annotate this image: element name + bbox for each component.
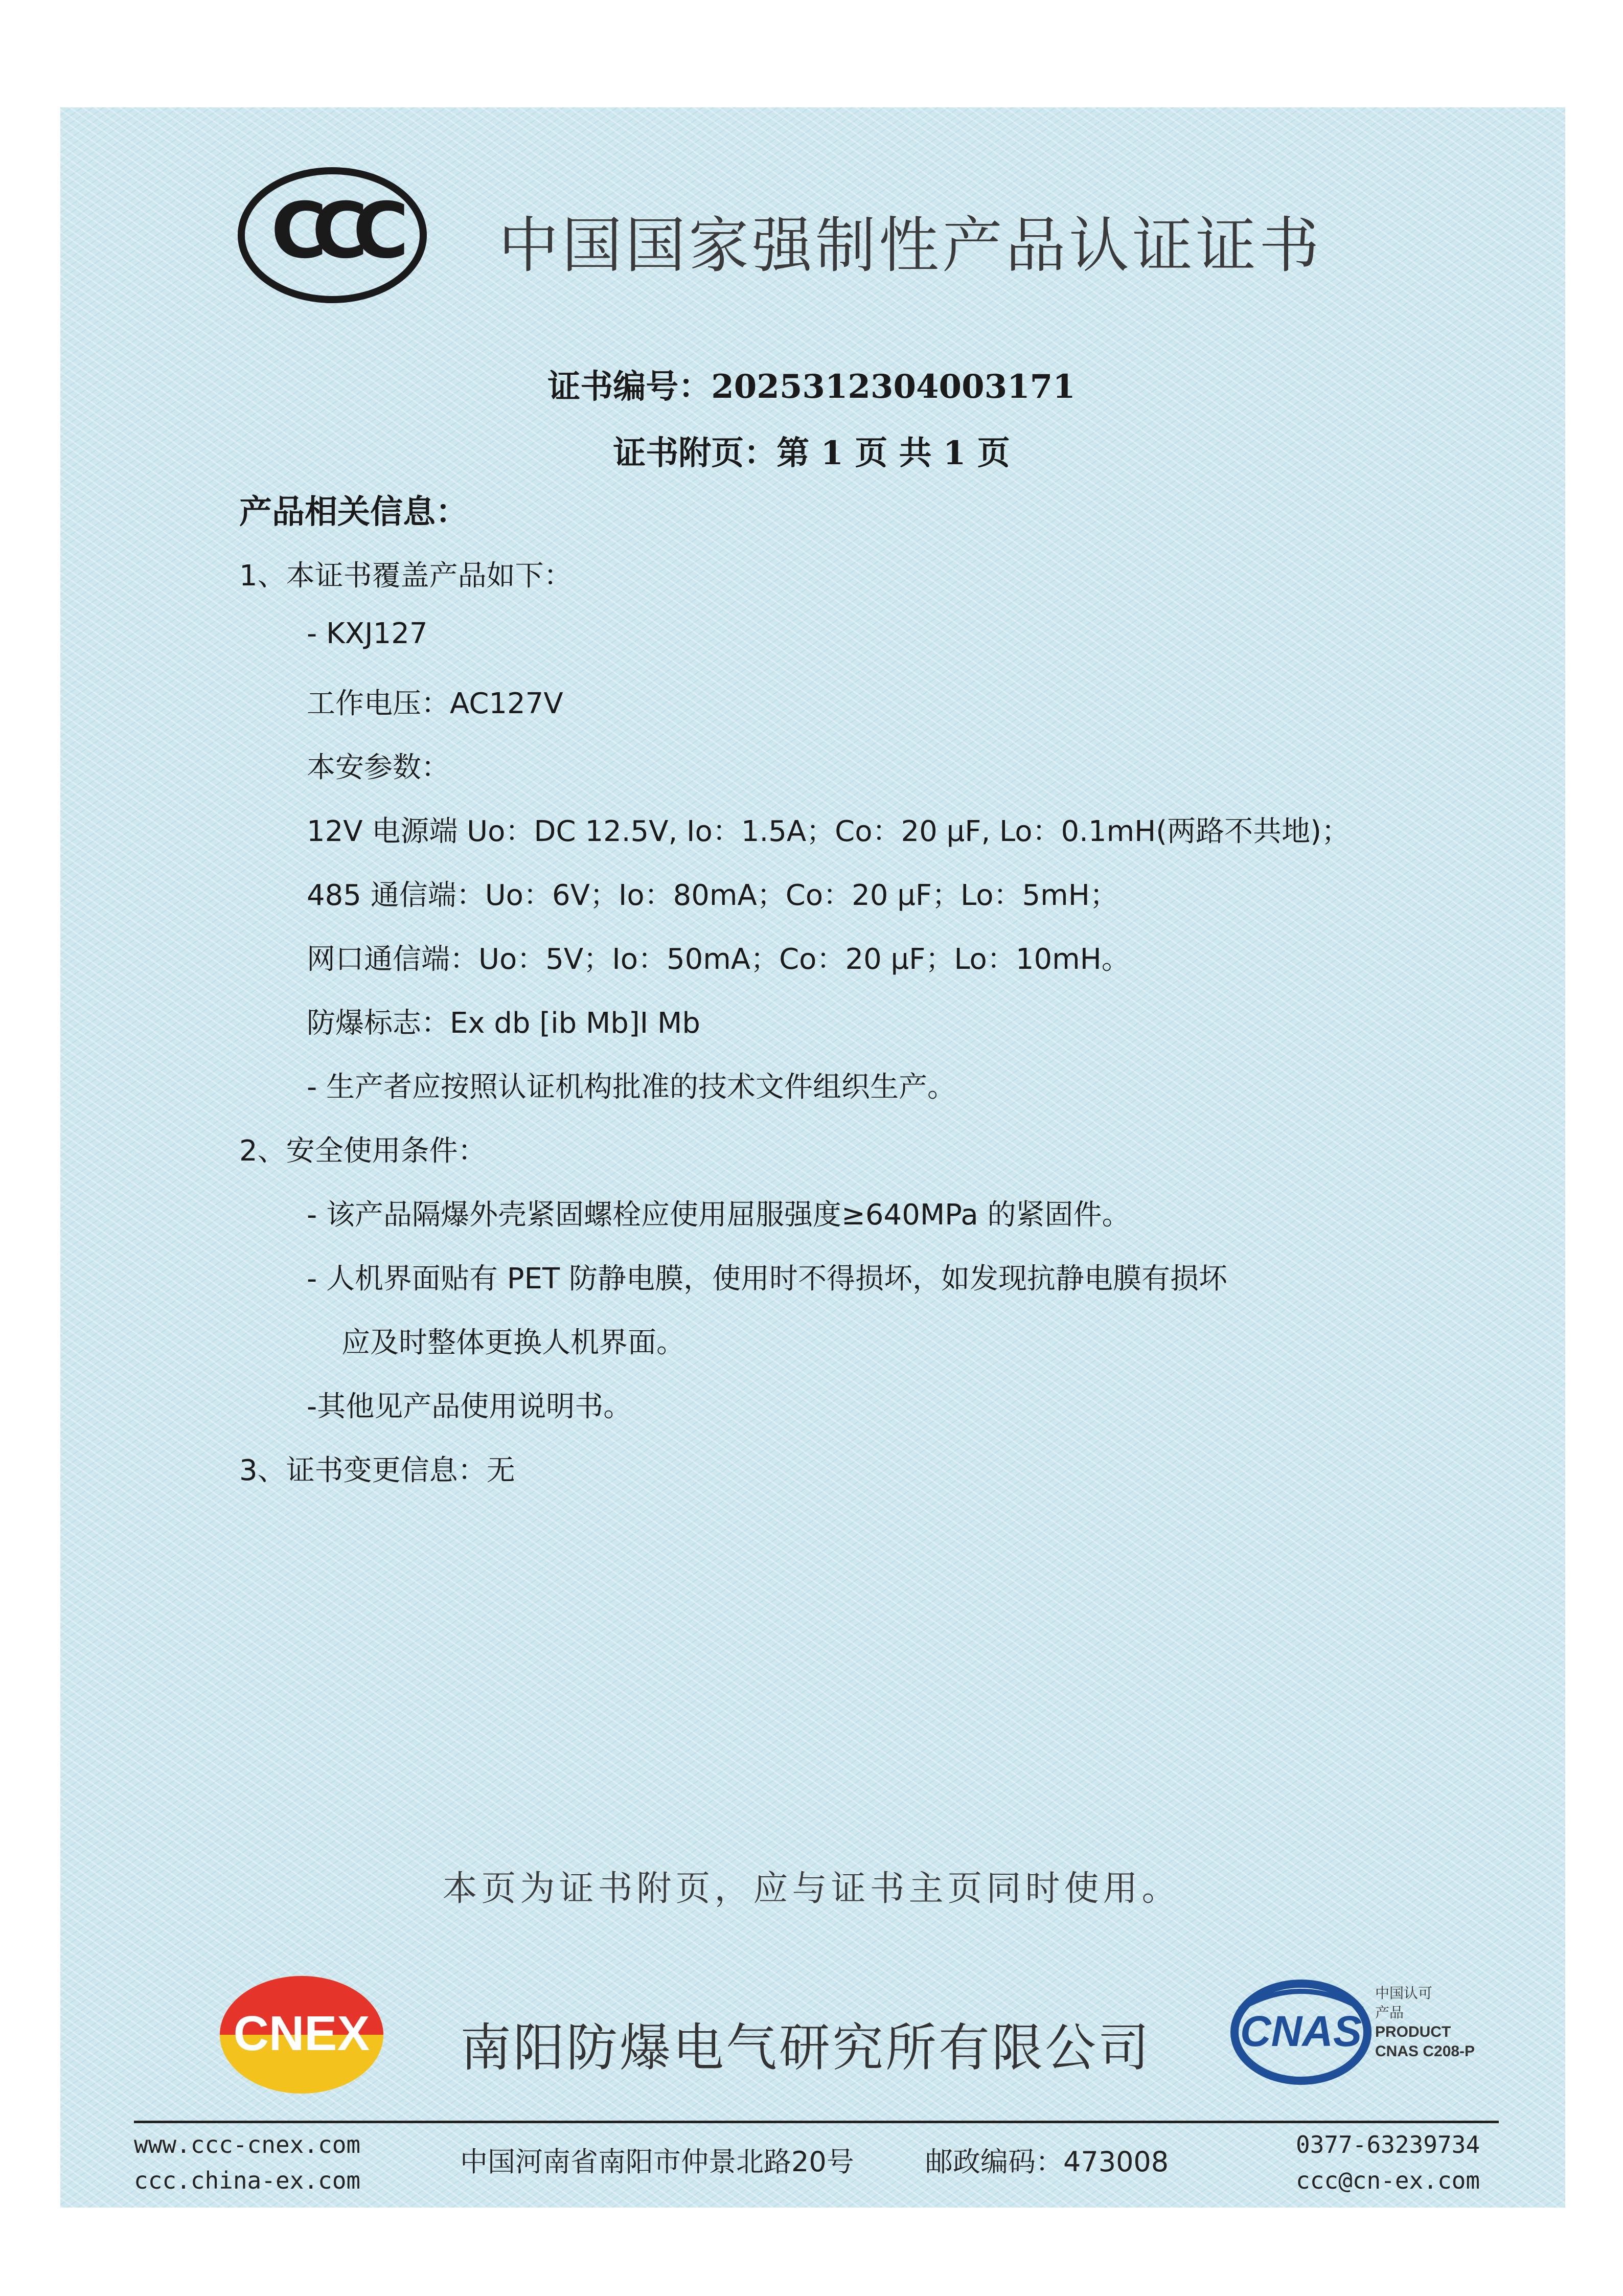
website-2: ccc.china-ex.com	[134, 2167, 361, 2194]
certificate-title: 中国国家强制性产品认证证书	[498, 210, 1323, 281]
info-line: 3、证书变更信息：无	[239, 1454, 515, 1487]
info-line: 12V 电源端 Uo：DC 12.5V, Io：1.5A；Co：20 μF, Lo：0.1mH(两路不共地)；	[307, 815, 1350, 848]
cnex-logo-text: CNEX	[233, 2006, 370, 2061]
cnas-side-code: CNAS C208-P	[1375, 2043, 1475, 2060]
footer-divider	[134, 2121, 1499, 2123]
postcode: 邮政编码：473008	[925, 2146, 1169, 2178]
info-line: - 生产者应按照认证机构批准的技术文件组织生产。	[307, 1071, 956, 1104]
certificate-number: 证书编号：2025312304003171	[547, 368, 1076, 406]
cnas-side-cn1: 中国认可	[1375, 1985, 1433, 2001]
info-line: 485 通信端：Uo：6V；Io：80mA；Co：20 μF；Lo：5mH；	[307, 879, 1118, 912]
info-line: 防爆标志：Ex db [ib Mb]I Mb	[307, 1007, 700, 1040]
cnas-side-cn2: 产品	[1375, 2005, 1404, 2020]
info-line: - KXJ127	[307, 617, 428, 650]
info-line: - 人机界面贴有 PET 防静电膜，使用时不得损坏，如发现抗静电膜有损坏	[307, 1262, 1227, 1295]
info-line: -其他见产品使用说明书。	[307, 1390, 632, 1423]
company-name: 南阳防爆电气研究所有限公司	[460, 2018, 1151, 2078]
info-line: - 该产品隔爆外壳紧固螺栓应使用屈服强度≥640MPa 的紧固件。	[307, 1198, 1131, 1232]
info-line: 本安参数：	[307, 751, 450, 784]
ccc-logo-text: CCC	[270, 187, 394, 276]
email-address: ccc@cn-ex.com	[1296, 2167, 1480, 2194]
info-line: 网口通信端：Uo：5V；Io：50mA；Co：20 μF；Lo：10mH。	[307, 943, 1130, 976]
cnas-logo	[1229, 1979, 1373, 2086]
footer-note: 本页为证书附页，应与证书主页同时使用。	[442, 1869, 1181, 1909]
cnas-accreditation-label	[1375, 1984, 1475, 2061]
info-line: 工作电压：AC127V	[307, 687, 563, 720]
address: 中国河南省南阳市仲景北路20号	[460, 2146, 854, 2178]
cnas-logo-text: CNAS	[1240, 2007, 1362, 2055]
cnex-logo	[217, 1973, 386, 2096]
website-1: www.ccc-cnex.com	[134, 2131, 361, 2158]
info-line: 1、本证书覆盖产品如下：	[239, 559, 573, 593]
ccc-logo	[238, 166, 427, 304]
section-heading: 产品相关信息：	[239, 493, 468, 531]
phone-number: 0377-63239734	[1296, 2131, 1480, 2158]
info-line: 2、安全使用条件：	[239, 1134, 487, 1168]
page-indicator: 证书附页：第 1 页 共 1 页	[613, 434, 1010, 472]
info-line: 应及时整体更换人机界面。	[341, 1326, 685, 1359]
cnas-side-en: PRODUCT	[1375, 2024, 1451, 2040]
